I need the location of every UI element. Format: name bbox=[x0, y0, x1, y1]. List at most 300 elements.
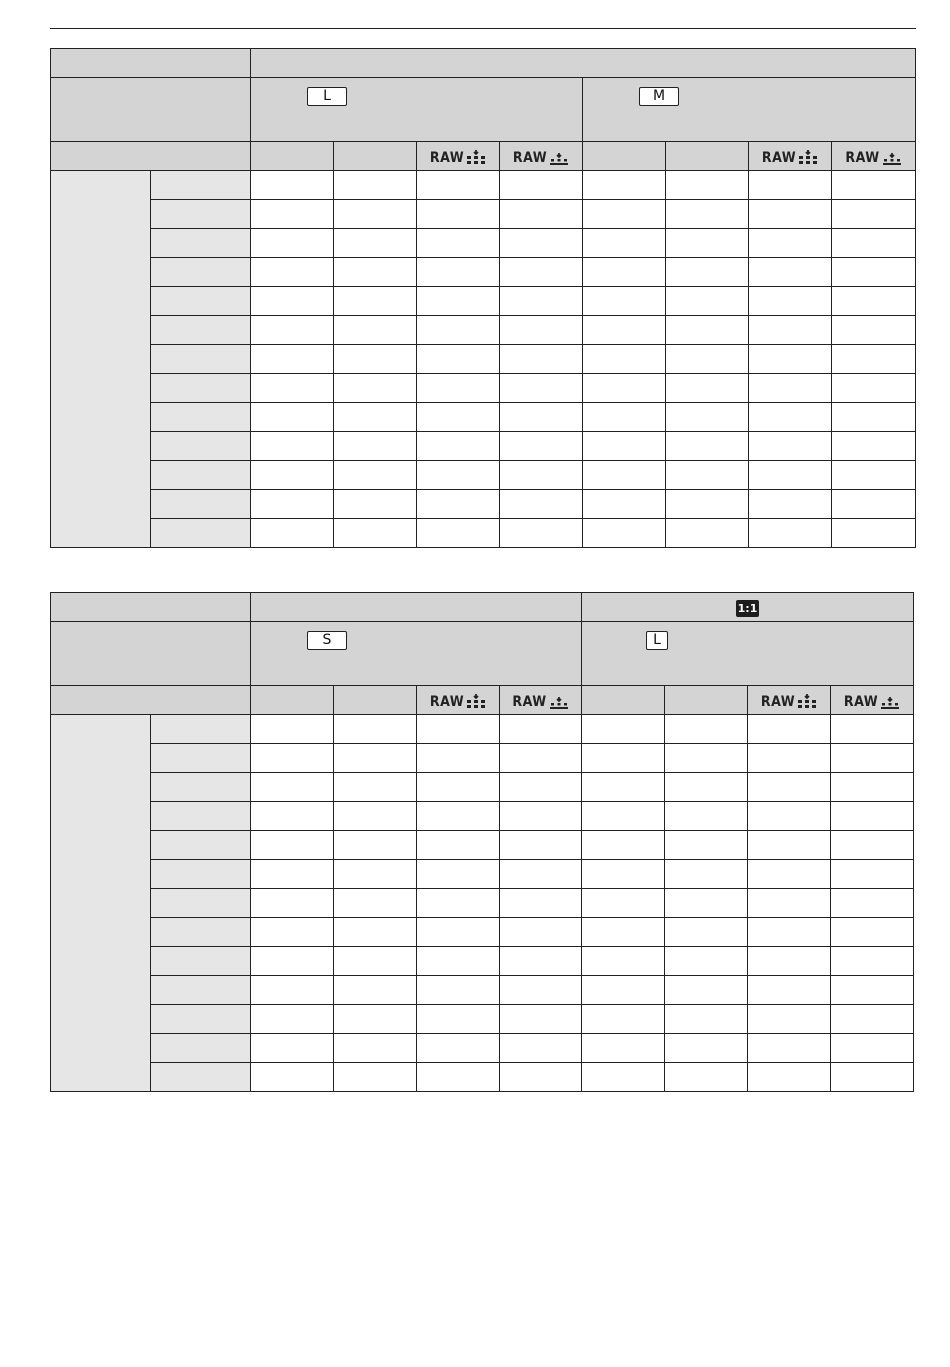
aspect-1-1-icon: 1:1 bbox=[737, 602, 758, 615]
table-cell bbox=[831, 947, 914, 976]
table-row bbox=[51, 1063, 914, 1092]
table-cell bbox=[334, 461, 417, 490]
table-cell bbox=[748, 889, 831, 918]
size-s-icon: S bbox=[307, 631, 347, 650]
table-cell bbox=[582, 889, 665, 918]
table-cell bbox=[583, 432, 666, 461]
table-cell bbox=[583, 403, 666, 432]
row-label bbox=[151, 432, 251, 461]
table-row bbox=[51, 860, 914, 889]
quality-raw-standard: RAW bbox=[500, 142, 583, 171]
table-cell bbox=[666, 519, 749, 548]
header-aspect-value bbox=[251, 49, 916, 78]
table-cell bbox=[500, 432, 583, 461]
quality-standard bbox=[665, 686, 748, 715]
table-cell bbox=[832, 345, 916, 374]
quality-fine bbox=[583, 142, 666, 171]
table-row bbox=[51, 287, 916, 316]
table-cell bbox=[666, 229, 749, 258]
quality-raw-fine: RAW bbox=[417, 686, 500, 715]
table-cell bbox=[500, 461, 583, 490]
table-cell bbox=[831, 773, 914, 802]
table-row bbox=[51, 171, 916, 200]
table-cell bbox=[417, 229, 500, 258]
table-cell bbox=[665, 860, 748, 889]
table-cell bbox=[749, 461, 832, 490]
header-size-label bbox=[51, 78, 251, 142]
table-cell bbox=[666, 490, 749, 519]
table-body bbox=[51, 715, 914, 1092]
table-cell bbox=[251, 316, 334, 345]
table-cell bbox=[417, 461, 500, 490]
table-cell bbox=[666, 171, 749, 200]
table-cell bbox=[417, 490, 500, 519]
table-row bbox=[51, 744, 914, 773]
table-cell bbox=[748, 744, 831, 773]
table-cell bbox=[749, 519, 832, 548]
table-cell bbox=[831, 802, 914, 831]
table-cell bbox=[417, 316, 500, 345]
table-cell bbox=[583, 519, 666, 548]
table-cell bbox=[500, 200, 583, 229]
raw-standard-icon bbox=[549, 694, 569, 710]
row-label bbox=[151, 802, 251, 831]
header-quality-label bbox=[51, 142, 251, 171]
quality-raw-fine: RAW bbox=[748, 686, 831, 715]
row-label bbox=[151, 287, 251, 316]
table-cell bbox=[748, 947, 831, 976]
table-cell bbox=[251, 918, 334, 947]
table-cell bbox=[665, 976, 748, 1005]
table-cell bbox=[749, 171, 832, 200]
table-cell bbox=[500, 229, 583, 258]
table-row bbox=[51, 374, 916, 403]
table-cell bbox=[500, 918, 582, 947]
raw-standard-icon bbox=[880, 694, 900, 710]
row-label bbox=[151, 860, 251, 889]
table-cell bbox=[251, 345, 334, 374]
table-cell bbox=[583, 287, 666, 316]
table-cell bbox=[334, 773, 417, 802]
table-cell bbox=[417, 403, 500, 432]
table-cell bbox=[583, 258, 666, 287]
table-cell bbox=[251, 490, 334, 519]
row-label bbox=[151, 889, 251, 918]
table-cell bbox=[582, 976, 665, 1005]
row-label bbox=[151, 773, 251, 802]
table-cell bbox=[666, 345, 749, 374]
row-label bbox=[151, 947, 251, 976]
table-row bbox=[51, 831, 914, 860]
table-row bbox=[51, 403, 916, 432]
table-cell bbox=[831, 715, 914, 744]
table-cell bbox=[251, 258, 334, 287]
raw-fine-icon bbox=[466, 150, 486, 166]
table-cell bbox=[748, 918, 831, 947]
table-cell bbox=[832, 316, 916, 345]
table-cell bbox=[749, 287, 832, 316]
table-cell bbox=[831, 918, 914, 947]
table-cell bbox=[334, 345, 417, 374]
table-cell bbox=[582, 802, 665, 831]
table-cell bbox=[665, 1063, 748, 1092]
table-cell bbox=[832, 374, 916, 403]
table-cell bbox=[500, 889, 582, 918]
row-label bbox=[151, 744, 251, 773]
table-cell bbox=[251, 1063, 334, 1092]
table-cell bbox=[832, 171, 916, 200]
table-cell bbox=[251, 403, 334, 432]
table-cell bbox=[251, 461, 334, 490]
table-cell bbox=[417, 258, 500, 287]
table-cell bbox=[749, 490, 832, 519]
table-row bbox=[51, 715, 914, 744]
row-label bbox=[151, 918, 251, 947]
table-cell bbox=[666, 316, 749, 345]
quality-fine bbox=[251, 142, 334, 171]
table-cell bbox=[500, 345, 583, 374]
table-cell bbox=[582, 744, 665, 773]
row-label bbox=[151, 461, 251, 490]
table-cell bbox=[665, 1005, 748, 1034]
table-cell bbox=[251, 200, 334, 229]
table-cell bbox=[832, 229, 916, 258]
row-label bbox=[151, 258, 251, 287]
table-cell bbox=[831, 831, 914, 860]
table-cell bbox=[334, 860, 417, 889]
row-group-label bbox=[51, 715, 151, 1092]
table-cell bbox=[334, 316, 417, 345]
table-cell bbox=[417, 744, 500, 773]
table-cell bbox=[417, 1063, 500, 1092]
table-cell bbox=[748, 773, 831, 802]
table-cell bbox=[334, 374, 417, 403]
table-cell bbox=[334, 831, 417, 860]
quality-raw-fine: RAW bbox=[749, 142, 832, 171]
table-cell bbox=[583, 374, 666, 403]
quality-standard bbox=[666, 142, 749, 171]
table-cell bbox=[334, 490, 417, 519]
table-cell bbox=[832, 200, 916, 229]
table-cell bbox=[832, 258, 916, 287]
row-group-label bbox=[51, 171, 151, 548]
table-row bbox=[51, 461, 916, 490]
table-cell bbox=[500, 860, 582, 889]
table-cell bbox=[582, 1063, 665, 1092]
table-cell bbox=[666, 432, 749, 461]
table-cell bbox=[417, 889, 500, 918]
recording-table-1 bbox=[50, 48, 916, 548]
table-cell bbox=[666, 258, 749, 287]
table-cell bbox=[832, 490, 916, 519]
table-cell bbox=[334, 229, 417, 258]
table-cell bbox=[334, 258, 417, 287]
table-cell bbox=[583, 171, 666, 200]
table-cell bbox=[334, 715, 417, 744]
header-size-label bbox=[51, 622, 251, 686]
table-cell bbox=[749, 374, 832, 403]
header-aspect-value bbox=[251, 593, 582, 622]
recording-table-2 bbox=[50, 592, 914, 1092]
table-cell bbox=[665, 918, 748, 947]
table-cell bbox=[665, 802, 748, 831]
row-label bbox=[151, 1034, 251, 1063]
table-cell bbox=[251, 1005, 334, 1034]
row-label bbox=[151, 345, 251, 374]
table-cell bbox=[583, 316, 666, 345]
table-cell bbox=[831, 1005, 914, 1034]
table-cell bbox=[831, 889, 914, 918]
header-quality-label bbox=[51, 686, 251, 715]
table-cell bbox=[665, 715, 748, 744]
table-cell bbox=[334, 432, 417, 461]
table-cell bbox=[334, 1005, 417, 1034]
table-cell bbox=[583, 200, 666, 229]
table-cell bbox=[666, 461, 749, 490]
table-cell bbox=[831, 1034, 914, 1063]
table-cell bbox=[334, 200, 417, 229]
size-group-m bbox=[583, 78, 916, 142]
table-cell bbox=[583, 345, 666, 374]
table-cell bbox=[334, 1034, 417, 1063]
table-cell bbox=[666, 287, 749, 316]
table-cell bbox=[334, 519, 417, 548]
table-cell bbox=[417, 200, 500, 229]
table-cell bbox=[666, 200, 749, 229]
table-cell bbox=[334, 802, 417, 831]
table-cell bbox=[832, 461, 916, 490]
top-rule bbox=[50, 28, 916, 29]
row-label bbox=[151, 403, 251, 432]
table-cell bbox=[500, 316, 583, 345]
table-row bbox=[51, 802, 914, 831]
quality-standard bbox=[334, 686, 417, 715]
raw-fine-icon bbox=[798, 150, 818, 166]
table-cell bbox=[334, 947, 417, 976]
table-cell bbox=[832, 403, 916, 432]
table-cell bbox=[251, 432, 334, 461]
table-cell bbox=[334, 403, 417, 432]
table-cell bbox=[748, 715, 831, 744]
table-row bbox=[51, 1005, 914, 1034]
table-cell bbox=[417, 918, 500, 947]
row-label bbox=[151, 1005, 251, 1034]
size-l-icon: L bbox=[646, 631, 668, 650]
row-label bbox=[151, 715, 251, 744]
table-row bbox=[51, 258, 916, 287]
table-row bbox=[51, 432, 916, 461]
row-label bbox=[151, 1063, 251, 1092]
table-cell bbox=[831, 744, 914, 773]
raw-fine-icon bbox=[797, 694, 817, 710]
table-cell bbox=[417, 287, 500, 316]
table-row bbox=[51, 947, 914, 976]
table-cell bbox=[582, 715, 665, 744]
table-cell bbox=[500, 947, 582, 976]
table-cell bbox=[749, 229, 832, 258]
table-cell bbox=[417, 947, 500, 976]
row-label bbox=[151, 316, 251, 345]
size-l-icon: L bbox=[307, 87, 347, 106]
table-cell bbox=[417, 976, 500, 1005]
table-cell bbox=[832, 519, 916, 548]
table-cell bbox=[749, 200, 832, 229]
table-cell bbox=[251, 171, 334, 200]
table-cell bbox=[500, 773, 582, 802]
table-cell bbox=[666, 403, 749, 432]
quality-standard bbox=[334, 142, 417, 171]
table-cell bbox=[749, 345, 832, 374]
table-row bbox=[51, 918, 914, 947]
table-row bbox=[51, 889, 914, 918]
table-cell bbox=[500, 802, 582, 831]
table-cell bbox=[582, 918, 665, 947]
table-cell bbox=[748, 976, 831, 1005]
table-row bbox=[51, 200, 916, 229]
raw-standard-icon bbox=[549, 150, 569, 166]
table-cell bbox=[749, 403, 832, 432]
table-cell bbox=[831, 976, 914, 1005]
table-row bbox=[51, 976, 914, 1005]
table-cell bbox=[417, 171, 500, 200]
table-cell bbox=[749, 432, 832, 461]
table-cell bbox=[500, 715, 582, 744]
table-cell bbox=[417, 432, 500, 461]
table-cell bbox=[583, 229, 666, 258]
table-cell bbox=[500, 374, 583, 403]
quality-raw-standard: RAW bbox=[831, 686, 914, 715]
row-label bbox=[151, 831, 251, 860]
row-label bbox=[151, 229, 251, 258]
table-cell bbox=[417, 345, 500, 374]
table-cell bbox=[251, 715, 334, 744]
table-body bbox=[51, 171, 916, 548]
table-cell bbox=[417, 831, 500, 860]
size-group-s bbox=[251, 622, 582, 686]
table-cell bbox=[417, 374, 500, 403]
table-cell bbox=[251, 976, 334, 1005]
table-cell bbox=[417, 773, 500, 802]
table-cell bbox=[251, 947, 334, 976]
table-cell bbox=[666, 374, 749, 403]
table-cell bbox=[749, 258, 832, 287]
row-label bbox=[151, 976, 251, 1005]
table-cell bbox=[500, 258, 583, 287]
header-aspect-label bbox=[51, 49, 251, 78]
table-cell bbox=[500, 519, 583, 548]
size-group-l bbox=[251, 78, 583, 142]
table-cell bbox=[251, 519, 334, 548]
table-cell bbox=[334, 171, 417, 200]
table-cell bbox=[334, 287, 417, 316]
table-cell bbox=[582, 947, 665, 976]
table-row bbox=[51, 773, 914, 802]
table-cell bbox=[334, 1063, 417, 1092]
table-cell bbox=[500, 976, 582, 1005]
table-cell bbox=[251, 744, 334, 773]
table-cell bbox=[251, 802, 334, 831]
size-m-icon: M bbox=[639, 87, 679, 106]
table-cell bbox=[748, 1034, 831, 1063]
table-cell bbox=[500, 490, 583, 519]
quality-fine bbox=[582, 686, 665, 715]
table-cell bbox=[665, 889, 748, 918]
quality-raw-standard: RAW bbox=[832, 142, 916, 171]
table-cell bbox=[500, 287, 583, 316]
table-cell bbox=[334, 918, 417, 947]
table-cell bbox=[748, 831, 831, 860]
table-cell bbox=[500, 1063, 582, 1092]
header-aspect-label bbox=[51, 593, 251, 622]
header-aspect-1-1 bbox=[582, 593, 914, 622]
table-cell bbox=[831, 1063, 914, 1092]
quality-raw-standard: RAW bbox=[500, 686, 582, 715]
table-row bbox=[51, 519, 916, 548]
table-cell bbox=[832, 287, 916, 316]
table-cell bbox=[582, 1034, 665, 1063]
table-cell bbox=[748, 1063, 831, 1092]
table-cell bbox=[665, 773, 748, 802]
table-cell bbox=[251, 831, 334, 860]
table-cell bbox=[500, 831, 582, 860]
table-cell bbox=[665, 744, 748, 773]
raw-standard-icon bbox=[882, 150, 902, 166]
raw-fine-icon bbox=[466, 694, 486, 710]
table-row bbox=[51, 345, 916, 374]
size-group-l bbox=[582, 622, 914, 686]
table-cell bbox=[251, 287, 334, 316]
table-cell bbox=[417, 1005, 500, 1034]
table-cell bbox=[417, 519, 500, 548]
table-cell bbox=[832, 432, 916, 461]
table-cell bbox=[417, 1034, 500, 1063]
row-label bbox=[151, 519, 251, 548]
table-row bbox=[51, 490, 916, 519]
table-row bbox=[51, 1034, 914, 1063]
table-cell bbox=[582, 773, 665, 802]
table-cell bbox=[417, 802, 500, 831]
table-cell bbox=[583, 490, 666, 519]
table-cell bbox=[251, 1034, 334, 1063]
table-row bbox=[51, 316, 916, 345]
row-label bbox=[151, 200, 251, 229]
quality-raw-fine: RAW bbox=[417, 142, 500, 171]
table-cell bbox=[500, 744, 582, 773]
table-cell bbox=[831, 860, 914, 889]
table-cell bbox=[417, 715, 500, 744]
table-cell bbox=[251, 860, 334, 889]
table-cell bbox=[665, 947, 748, 976]
table-cell bbox=[500, 171, 583, 200]
table-cell bbox=[582, 860, 665, 889]
table-cell bbox=[417, 860, 500, 889]
table-cell bbox=[334, 744, 417, 773]
table-cell bbox=[582, 831, 665, 860]
table-cell bbox=[582, 1005, 665, 1034]
table-cell bbox=[251, 374, 334, 403]
table-cell bbox=[334, 976, 417, 1005]
table-cell bbox=[749, 316, 832, 345]
table-cell bbox=[500, 1005, 582, 1034]
table-cell bbox=[665, 1034, 748, 1063]
table-cell bbox=[500, 1034, 582, 1063]
table-cell bbox=[748, 1005, 831, 1034]
table-row bbox=[51, 229, 916, 258]
table-cell bbox=[334, 889, 417, 918]
table-cell bbox=[748, 860, 831, 889]
row-label bbox=[151, 171, 251, 200]
table-cell bbox=[251, 773, 334, 802]
